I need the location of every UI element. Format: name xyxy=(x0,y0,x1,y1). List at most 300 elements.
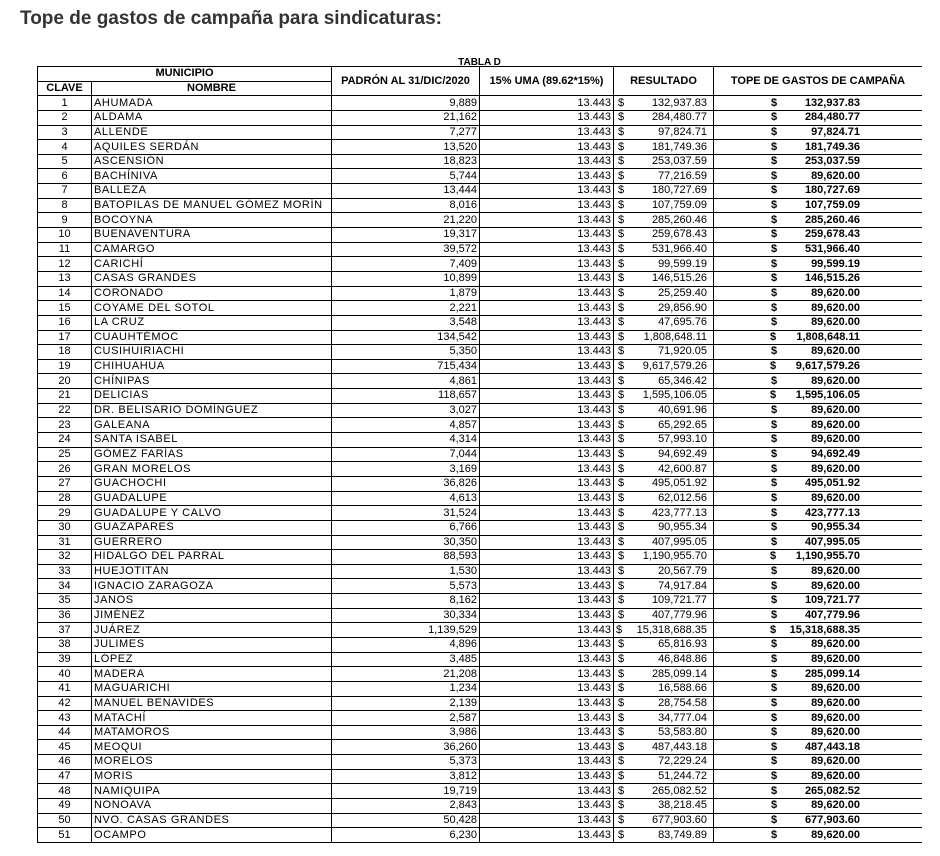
cell-clave: 29 xyxy=(38,506,92,521)
cell-clave: 32 xyxy=(38,550,92,565)
cell-resultado xyxy=(614,564,714,579)
cell-uma: 13.443 xyxy=(480,564,614,579)
cell-tope xyxy=(714,154,923,169)
cell-clave: 18 xyxy=(38,345,92,360)
table-row xyxy=(38,711,923,726)
cell-nombre: MATAMOROS xyxy=(92,725,332,740)
cell-tope xyxy=(714,476,923,491)
cell-padron: 1,234 xyxy=(332,681,480,696)
cell-clave: 33 xyxy=(38,564,92,579)
resultado-amount: 107,759.09 xyxy=(651,199,707,212)
cell-tope xyxy=(714,652,923,667)
table-row xyxy=(38,579,923,594)
resultado-amount: 180,727.69 xyxy=(651,184,707,197)
cell-uma: 13.443 xyxy=(480,286,614,301)
cell-nombre: GUADALUPE Y CALVO xyxy=(92,506,332,521)
cell-nombre: NVO. CASAS GRANDES xyxy=(92,813,332,828)
cell-nombre: OCAMPO xyxy=(92,828,332,843)
cell-resultado xyxy=(614,462,714,477)
cell-uma: 13.443 xyxy=(480,799,614,814)
resultado-amount: 1,595,106.05 xyxy=(642,389,707,402)
table-row xyxy=(38,301,923,316)
cell-nombre: GUAZAPARES xyxy=(92,520,332,535)
tope-currency-symbol: $ xyxy=(771,301,778,314)
cell-tope xyxy=(714,169,923,184)
tope-currency-symbol: $ xyxy=(771,345,778,358)
resultado-currency-symbol: $ xyxy=(618,330,625,343)
resultado-amount: 65,346.42 xyxy=(658,374,707,387)
cell-padron: 18,823 xyxy=(332,154,480,169)
cell-nombre: MORIS xyxy=(92,769,332,784)
cell-tope xyxy=(714,608,923,623)
table-row xyxy=(38,637,923,652)
cell-nombre: CHIHUAHUA xyxy=(92,359,332,374)
cell-nombre: NONOAVA xyxy=(92,799,332,814)
resultado-currency-symbol: $ xyxy=(618,345,625,358)
resultado-currency-symbol: $ xyxy=(618,360,625,373)
resultado-amount: 38,218.45 xyxy=(658,799,707,812)
cell-tope xyxy=(714,696,923,711)
tope-amount: 285,099.14 xyxy=(804,667,860,680)
cell-nombre: BUENAVENTURA xyxy=(92,228,332,243)
table-row xyxy=(38,169,923,184)
cell-padron: 3,485 xyxy=(332,652,480,667)
cell-nombre: CORONADO xyxy=(92,286,332,301)
cell-padron: 13,444 xyxy=(332,184,480,199)
tope-amount: 285,260.46 xyxy=(804,213,860,226)
cell-nombre: HIDALGO DEL PARRAL xyxy=(92,550,332,565)
tope-currency-symbol: $ xyxy=(771,638,778,651)
cell-nombre: ALLENDE xyxy=(92,125,332,140)
cell-uma: 13.443 xyxy=(480,506,614,521)
cell-uma: 13.443 xyxy=(480,725,614,740)
table-row xyxy=(38,374,923,389)
cell-resultado xyxy=(614,198,714,213)
cell-tope xyxy=(714,755,923,770)
tope-currency-symbol: $ xyxy=(771,257,778,270)
cell-resultado xyxy=(614,506,714,521)
table-row xyxy=(38,242,923,257)
cell-clave: 41 xyxy=(38,681,92,696)
cell-clave: 22 xyxy=(38,403,92,418)
tope-amount: 495,051.92 xyxy=(804,477,860,490)
table-row xyxy=(38,696,923,711)
cell-resultado xyxy=(614,257,714,272)
cell-uma: 13.443 xyxy=(480,198,614,213)
resultado-amount: 181,749.36 xyxy=(651,140,707,153)
cell-padron: 88,593 xyxy=(332,550,480,565)
header-uma: 15% UMA (89.62*15%) xyxy=(480,67,614,96)
tope-currency-symbol: $ xyxy=(771,535,778,548)
cell-tope xyxy=(714,198,923,213)
cell-uma: 13.443 xyxy=(480,315,614,330)
cell-tope xyxy=(714,96,923,111)
cell-tope xyxy=(714,564,923,579)
tope-amount: 89,620.00 xyxy=(811,565,860,578)
cell-nombre: ALDAMA xyxy=(92,110,332,125)
resultado-amount: 71,920.05 xyxy=(658,345,707,358)
tope-amount: 89,620.00 xyxy=(811,301,860,314)
cell-resultado xyxy=(614,535,714,550)
cell-clave: 51 xyxy=(38,828,92,843)
cell-tope xyxy=(714,579,923,594)
cell-resultado xyxy=(614,447,714,462)
table-row xyxy=(38,755,923,770)
cell-tope xyxy=(714,184,923,199)
cell-padron: 3,548 xyxy=(332,315,480,330)
tope-currency-symbol: $ xyxy=(771,243,778,255)
tope-currency-symbol: $ xyxy=(770,623,777,636)
cell-clave: 19 xyxy=(38,359,92,374)
cell-resultado xyxy=(614,667,714,682)
cell-padron: 4,861 xyxy=(332,374,480,389)
resultado-amount: 90,955.34 xyxy=(658,521,707,534)
resultado-currency-symbol: $ xyxy=(618,565,625,578)
cell-uma: 13.443 xyxy=(480,447,614,462)
resultado-amount: 407,779.96 xyxy=(651,609,707,622)
table-row xyxy=(38,681,923,696)
cell-padron: 3,986 xyxy=(332,725,480,740)
resultado-currency-symbol: $ xyxy=(618,784,625,797)
cell-padron: 7,277 xyxy=(332,125,480,140)
cell-padron: 5,350 xyxy=(332,345,480,360)
cell-padron: 134,542 xyxy=(332,330,480,345)
cell-resultado xyxy=(614,315,714,330)
tope-amount: 487,443.18 xyxy=(804,740,860,753)
cell-clave: 43 xyxy=(38,711,92,726)
cell-nombre: COYAME DEL SOTOL xyxy=(92,301,332,316)
cell-resultado xyxy=(614,140,714,155)
cell-clave: 42 xyxy=(38,696,92,711)
header-tope: TOPE DE GASTOS DE CAMPAÑA xyxy=(714,67,923,96)
table-row xyxy=(38,125,923,140)
table-row xyxy=(38,564,923,579)
cell-resultado xyxy=(614,681,714,696)
cell-tope xyxy=(714,813,923,828)
resultado-amount: 16,588.66 xyxy=(658,682,707,695)
cell-padron: 3,812 xyxy=(332,769,480,784)
resultado-currency-symbol: $ xyxy=(618,374,625,387)
cell-padron: 9,889 xyxy=(332,96,480,111)
cell-nombre: MEOQUI xyxy=(92,740,332,755)
resultado-currency-symbol: $ xyxy=(618,243,625,255)
resultado-amount: 253,037.59 xyxy=(651,155,707,168)
resultado-currency-symbol: $ xyxy=(618,491,625,504)
cell-uma: 13.443 xyxy=(480,345,614,360)
resultado-currency-symbol: $ xyxy=(618,594,625,607)
tope-currency-symbol: $ xyxy=(771,813,778,826)
resultado-currency-symbol: $ xyxy=(618,550,625,563)
resultado-currency-symbol: $ xyxy=(618,272,625,285)
tope-amount: 132,937.83 xyxy=(804,96,860,109)
tope-amount: 265,082.52 xyxy=(804,784,860,797)
cell-uma: 13.443 xyxy=(480,520,614,535)
resultado-amount: 265,082.52 xyxy=(651,784,707,797)
cell-nombre: CHÍNIPAS xyxy=(92,374,332,389)
tope-amount: 9,617,579.26 xyxy=(795,360,860,373)
cell-resultado xyxy=(614,623,714,638)
cell-clave: 2 xyxy=(38,110,92,125)
cell-tope xyxy=(714,667,923,682)
table-caption xyxy=(37,58,922,66)
tope-amount: 89,620.00 xyxy=(811,799,860,812)
cell-nombre: BOCOYNA xyxy=(92,213,332,228)
cell-tope xyxy=(714,345,923,360)
tope-amount: 284,480.77 xyxy=(804,111,860,124)
table-row xyxy=(38,813,923,828)
resultado-currency-symbol: $ xyxy=(618,740,625,753)
cell-clave: 3 xyxy=(38,125,92,140)
cell-uma: 13.443 xyxy=(480,184,614,199)
cell-tope xyxy=(714,359,923,374)
cell-clave: 36 xyxy=(38,608,92,623)
tope-currency-symbol: $ xyxy=(771,199,778,212)
tope-currency-symbol: $ xyxy=(770,550,777,563)
cell-uma: 13.443 xyxy=(480,330,614,345)
cell-padron: 21,162 xyxy=(332,110,480,125)
cell-tope xyxy=(714,828,923,843)
cell-padron: 2,843 xyxy=(332,799,480,814)
cell-nombre: MATACHÍ xyxy=(92,711,332,726)
tope-currency-symbol: $ xyxy=(771,228,778,241)
tope-currency-symbol: $ xyxy=(771,433,778,446)
cell-uma: 13.443 xyxy=(480,681,614,696)
cell-clave: 11 xyxy=(38,242,92,257)
cell-clave: 21 xyxy=(38,389,92,404)
resultado-currency-symbol: $ xyxy=(618,579,625,592)
cell-clave: 26 xyxy=(38,462,92,477)
table-row xyxy=(38,286,923,301)
tope-amount: 531,966.40 xyxy=(804,243,860,255)
cell-uma: 13.443 xyxy=(480,652,614,667)
cell-resultado xyxy=(614,433,714,448)
cell-padron: 1,530 xyxy=(332,564,480,579)
resultado-currency-symbol: $ xyxy=(618,696,625,709)
cell-clave: 46 xyxy=(38,755,92,770)
resultado-amount: 72,229.24 xyxy=(658,755,707,768)
resultado-amount: 25,259.40 xyxy=(658,286,707,299)
cell-nombre: CARICHÍ xyxy=(92,257,332,272)
cell-nombre: GÓMEZ FARÍAS xyxy=(92,447,332,462)
cell-padron: 3,027 xyxy=(332,403,480,418)
cell-tope xyxy=(714,213,923,228)
cell-padron: 5,573 xyxy=(332,579,480,594)
table-row xyxy=(38,330,923,345)
cell-padron: 118,657 xyxy=(332,389,480,404)
cell-uma: 13.443 xyxy=(480,418,614,433)
resultado-amount: 83,749.89 xyxy=(658,828,707,841)
cell-tope xyxy=(714,110,923,125)
cell-uma: 13.443 xyxy=(480,374,614,389)
cell-clave: 23 xyxy=(38,418,92,433)
header-nombre: NOMBRE xyxy=(92,81,332,96)
cell-clave: 17 xyxy=(38,330,92,345)
cell-uma: 13.443 xyxy=(480,403,614,418)
tope-currency-symbol: $ xyxy=(771,184,778,197)
cell-tope xyxy=(714,637,923,652)
cell-resultado xyxy=(614,213,714,228)
tope-amount: 89,620.00 xyxy=(811,696,860,709)
table-row xyxy=(38,828,923,843)
resultado-amount: 132,937.83 xyxy=(651,96,707,109)
cell-uma: 13.443 xyxy=(480,125,614,140)
cell-tope xyxy=(714,389,923,404)
tope-currency-symbol: $ xyxy=(771,726,778,739)
resultado-currency-symbol: $ xyxy=(618,770,625,783)
cell-nombre: HUEJOTITÁN xyxy=(92,564,332,579)
table-row xyxy=(38,594,923,609)
tope-amount: 89,620.00 xyxy=(811,418,860,431)
resultado-amount: 15,318,688.35 xyxy=(636,623,707,636)
cell-resultado xyxy=(614,828,714,843)
cell-nombre: AHUMADA xyxy=(92,96,332,111)
cell-clave: 31 xyxy=(38,535,92,550)
resultado-currency-symbol: $ xyxy=(618,462,625,475)
resultado-currency-symbol: $ xyxy=(618,228,625,241)
header-padron: PADRÓN AL 31/DIC/2020 xyxy=(332,67,480,96)
cell-uma: 13.443 xyxy=(480,579,614,594)
resultado-amount: 97,824.71 xyxy=(658,125,707,138)
cell-tope xyxy=(714,462,923,477)
table-row xyxy=(38,110,923,125)
resultado-currency-symbol: $ xyxy=(618,433,625,446)
cell-uma: 13.443 xyxy=(480,711,614,726)
cell-clave: 44 xyxy=(38,725,92,740)
cell-uma: 13.443 xyxy=(480,594,614,609)
header-clave: CLAVE xyxy=(38,81,92,96)
cell-padron: 6,766 xyxy=(332,520,480,535)
tope-currency-symbol: $ xyxy=(770,330,777,343)
cell-tope xyxy=(714,535,923,550)
tope-amount: 677,903.60 xyxy=(804,813,860,826)
resultado-currency-symbol: $ xyxy=(618,96,625,109)
cell-resultado xyxy=(614,271,714,286)
cell-tope xyxy=(714,594,923,609)
cell-nombre: MAGUARICHI xyxy=(92,681,332,696)
cell-padron: 8,162 xyxy=(332,594,480,609)
resultado-amount: 42,600.87 xyxy=(658,462,707,475)
cell-padron: 50,428 xyxy=(332,813,480,828)
cell-resultado xyxy=(614,345,714,360)
table-row xyxy=(38,535,923,550)
tope-currency-symbol: $ xyxy=(771,711,778,724)
cell-nombre: BALLEZA xyxy=(92,184,332,199)
tope-amount: 89,620.00 xyxy=(811,638,860,651)
cell-nombre: GUACHOCHI xyxy=(92,476,332,491)
cell-padron: 2,221 xyxy=(332,301,480,316)
cell-resultado xyxy=(614,799,714,814)
cell-clave: 37 xyxy=(38,623,92,638)
tope-currency-symbol: $ xyxy=(771,740,778,753)
header-row-1 xyxy=(38,67,923,82)
resultado-amount: 65,292.65 xyxy=(658,418,707,431)
cell-uma: 13.443 xyxy=(480,755,614,770)
table-row xyxy=(38,198,923,213)
resultado-currency-symbol: $ xyxy=(618,286,625,299)
resultado-amount: 40,691.96 xyxy=(658,404,707,417)
resultado-currency-symbol: $ xyxy=(618,199,625,212)
cell-resultado xyxy=(614,169,714,184)
cell-padron: 3,169 xyxy=(332,462,480,477)
cell-padron: 715,434 xyxy=(332,359,480,374)
resultado-currency-symbol: $ xyxy=(618,140,625,153)
resultado-amount: 259,678.43 xyxy=(651,228,707,241)
cell-resultado xyxy=(614,755,714,770)
cell-padron: 5,373 xyxy=(332,755,480,770)
cell-resultado xyxy=(614,242,714,257)
cell-tope xyxy=(714,228,923,243)
resultado-currency-symbol: $ xyxy=(618,521,625,534)
table-row xyxy=(38,520,923,535)
cell-padron: 19,317 xyxy=(332,228,480,243)
tope-amount: 89,620.00 xyxy=(811,652,860,665)
tope-currency-symbol: $ xyxy=(771,96,778,109)
cell-uma: 13.443 xyxy=(480,359,614,374)
resultado-amount: 146,515.26 xyxy=(651,272,707,285)
cell-nombre: MADERA xyxy=(92,667,332,682)
resultado-currency-symbol: $ xyxy=(618,652,625,665)
campaign-expense-table xyxy=(37,66,922,843)
cell-clave: 12 xyxy=(38,257,92,272)
cell-uma: 13.443 xyxy=(480,433,614,448)
cell-nombre: NAMIQUIPA xyxy=(92,784,332,799)
cell-nombre: MORELOS xyxy=(92,755,332,770)
tope-amount: 109,721.77 xyxy=(804,594,860,607)
cell-clave: 49 xyxy=(38,799,92,814)
cell-nombre: ASCENSIÓN xyxy=(92,154,332,169)
cell-padron: 2,587 xyxy=(332,711,480,726)
table-row xyxy=(38,271,923,286)
cell-resultado xyxy=(614,96,714,111)
cell-clave: 40 xyxy=(38,667,92,682)
cell-clave: 28 xyxy=(38,491,92,506)
table-row xyxy=(38,228,923,243)
resultado-currency-symbol: $ xyxy=(618,609,625,622)
cell-resultado xyxy=(614,491,714,506)
resultado-currency-symbol: $ xyxy=(618,813,625,826)
tope-currency-symbol: $ xyxy=(771,477,778,490)
cell-clave: 27 xyxy=(38,476,92,491)
tope-amount: 1,595,106.05 xyxy=(795,389,860,402)
cell-tope xyxy=(714,330,923,345)
cell-uma: 13.443 xyxy=(480,550,614,565)
tope-amount: 407,995.05 xyxy=(804,535,860,548)
tope-currency-symbol: $ xyxy=(771,169,778,182)
cell-nombre: GALEANA xyxy=(92,418,332,433)
cell-clave: 5 xyxy=(38,154,92,169)
tope-amount: 89,620.00 xyxy=(811,770,860,783)
resultado-amount: 285,099.14 xyxy=(651,667,707,680)
cell-resultado xyxy=(614,696,714,711)
tope-currency-symbol: $ xyxy=(771,755,778,768)
cell-padron: 1,139,529 xyxy=(332,623,480,638)
cell-tope xyxy=(714,418,923,433)
cell-padron: 36,260 xyxy=(332,740,480,755)
tope-currency-symbol: $ xyxy=(771,652,778,665)
tope-currency-symbol: $ xyxy=(770,389,777,402)
cell-resultado xyxy=(614,784,714,799)
cell-padron: 30,334 xyxy=(332,608,480,623)
resultado-amount: 1,808,648.11 xyxy=(643,330,707,343)
cell-nombre: CAMARGO xyxy=(92,242,332,257)
cell-clave: 35 xyxy=(38,594,92,609)
cell-padron: 4,857 xyxy=(332,418,480,433)
tope-currency-symbol: $ xyxy=(771,462,778,475)
table-row xyxy=(38,725,923,740)
resultado-amount: 487,443.18 xyxy=(651,740,707,753)
resultado-currency-symbol: $ xyxy=(618,404,625,417)
cell-clave: 4 xyxy=(38,140,92,155)
